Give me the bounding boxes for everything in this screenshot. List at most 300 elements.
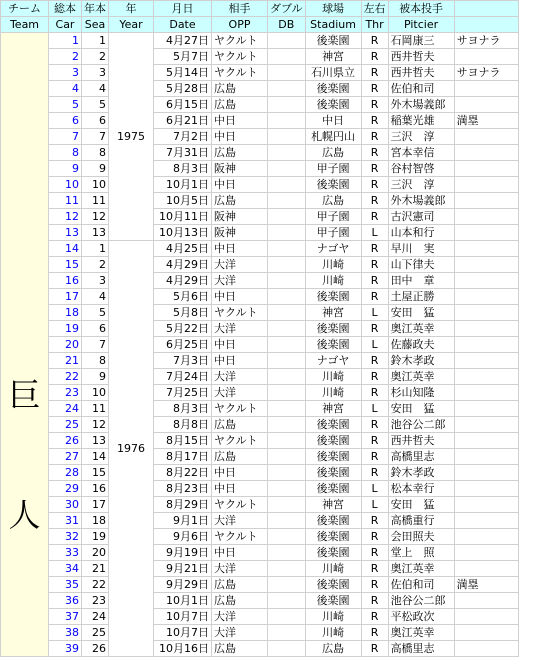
season-number-cell[interactable]: 2 (82, 257, 109, 273)
season-number-cell[interactable]: 9 (82, 369, 109, 385)
pitcher-cell[interactable]: 石岡康三 (388, 33, 454, 49)
doubleheader-cell[interactable] (268, 449, 306, 465)
note-cell[interactable] (454, 129, 518, 145)
throws-cell[interactable]: R (361, 97, 388, 113)
pitcher-cell[interactable]: 平松政次 (388, 609, 454, 625)
career-number-cell[interactable]: 26 (49, 433, 82, 449)
pitcher-cell[interactable]: 安田 猛 (388, 401, 454, 417)
note-cell[interactable] (454, 481, 518, 497)
career-number-cell[interactable]: 14 (49, 241, 82, 257)
opponent-cell[interactable]: 広島 (212, 81, 268, 97)
throws-cell[interactable]: R (361, 513, 388, 529)
date-cell[interactable]: 8月8日 (154, 417, 212, 433)
stadium-cell[interactable]: 後楽園 (305, 481, 361, 497)
throws-cell[interactable]: L (361, 481, 388, 497)
stadium-cell[interactable]: 後楽園 (305, 449, 361, 465)
opponent-cell[interactable]: 阪神 (212, 161, 268, 177)
season-number-cell[interactable]: 1 (82, 241, 109, 257)
career-number-cell[interactable]: 8 (49, 145, 82, 161)
date-cell[interactable]: 10月13日 (154, 225, 212, 241)
pitcher-cell[interactable]: 鈴木孝政 (388, 353, 454, 369)
opponent-cell[interactable]: 大洋 (212, 625, 268, 641)
throws-cell[interactable]: R (361, 49, 388, 65)
stadium-cell[interactable]: 神宮 (305, 305, 361, 321)
date-cell[interactable]: 4月29日 (154, 273, 212, 289)
stadium-cell[interactable]: 後楽園 (305, 465, 361, 481)
season-number-cell[interactable]: 4 (82, 289, 109, 305)
stadium-cell[interactable]: 後楽園 (305, 289, 361, 305)
pitcher-cell[interactable]: 早川 実 (388, 241, 454, 257)
header-cell[interactable]: Team (1, 17, 49, 33)
career-number-cell[interactable]: 29 (49, 481, 82, 497)
date-cell[interactable]: 10月7日 (154, 625, 212, 641)
career-number-cell[interactable]: 34 (49, 561, 82, 577)
season-number-cell[interactable]: 8 (82, 353, 109, 369)
date-cell[interactable]: 10月16日 (154, 641, 212, 657)
season-number-cell[interactable]: 8 (82, 145, 109, 161)
career-number-cell[interactable]: 5 (49, 97, 82, 113)
season-number-cell[interactable]: 13 (82, 433, 109, 449)
stadium-cell[interactable]: 後楽園 (305, 33, 361, 49)
throws-cell[interactable]: L (361, 337, 388, 353)
opponent-cell[interactable]: 大洋 (212, 321, 268, 337)
throws-cell[interactable]: R (361, 353, 388, 369)
note-cell[interactable] (454, 497, 518, 513)
throws-cell[interactable]: R (361, 593, 388, 609)
note-cell[interactable] (454, 545, 518, 561)
pitcher-cell[interactable]: 高橋里志 (388, 641, 454, 657)
throws-cell[interactable]: R (361, 81, 388, 97)
career-number-cell[interactable]: 16 (49, 273, 82, 289)
season-number-cell[interactable]: 15 (82, 465, 109, 481)
pitcher-cell[interactable]: 安田 猛 (388, 497, 454, 513)
opponent-cell[interactable]: 阪神 (212, 225, 268, 241)
pitcher-cell[interactable]: 山下律夫 (388, 257, 454, 273)
pitcher-cell[interactable]: 池谷公二郎 (388, 593, 454, 609)
opponent-cell[interactable]: 大洋 (212, 273, 268, 289)
career-number-cell[interactable]: 10 (49, 177, 82, 193)
stadium-cell[interactable]: 川崎 (305, 609, 361, 625)
career-number-cell[interactable]: 31 (49, 513, 82, 529)
season-number-cell[interactable]: 6 (82, 113, 109, 129)
stadium-cell[interactable]: 後楽園 (305, 417, 361, 433)
opponent-cell[interactable]: 中日 (212, 289, 268, 305)
throws-cell[interactable]: R (361, 433, 388, 449)
opponent-cell[interactable]: ヤクルト (212, 497, 268, 513)
season-number-cell[interactable]: 7 (82, 337, 109, 353)
pitcher-cell[interactable]: 奥江英幸 (388, 561, 454, 577)
header-cell[interactable]: 被本投手 (388, 1, 454, 17)
date-cell[interactable]: 5月8日 (154, 305, 212, 321)
date-cell[interactable]: 7月31日 (154, 145, 212, 161)
season-number-cell[interactable]: 22 (82, 577, 109, 593)
date-cell[interactable]: 4月27日 (154, 33, 212, 49)
pitcher-cell[interactable]: 奥江英幸 (388, 369, 454, 385)
throws-cell[interactable]: R (361, 161, 388, 177)
note-cell[interactable]: 満塁 (454, 577, 518, 593)
date-cell[interactable]: 5月28日 (154, 81, 212, 97)
year-cell[interactable]: 1975 (109, 33, 154, 241)
pitcher-cell[interactable]: 高橋里志 (388, 449, 454, 465)
note-cell[interactable] (454, 321, 518, 337)
doubleheader-cell[interactable] (268, 273, 306, 289)
season-number-cell[interactable]: 7 (82, 129, 109, 145)
year-cell[interactable]: 1976 (109, 241, 154, 657)
date-cell[interactable]: 8月3日 (154, 161, 212, 177)
throws-cell[interactable]: L (361, 401, 388, 417)
pitcher-cell[interactable]: 山本和行 (388, 225, 454, 241)
pitcher-cell[interactable]: 佐伯和司 (388, 81, 454, 97)
stadium-cell[interactable]: 川崎 (305, 369, 361, 385)
opponent-cell[interactable]: ヤクルト (212, 433, 268, 449)
season-number-cell[interactable]: 19 (82, 529, 109, 545)
stadium-cell[interactable]: 広島 (305, 193, 361, 209)
stadium-cell[interactable]: 川崎 (305, 257, 361, 273)
doubleheader-cell[interactable] (268, 641, 306, 657)
doubleheader-cell[interactable] (268, 209, 306, 225)
team-name-cell[interactable] (1, 33, 49, 657)
date-cell[interactable]: 8月29日 (154, 497, 212, 513)
season-number-cell[interactable]: 3 (82, 273, 109, 289)
throws-cell[interactable]: R (361, 385, 388, 401)
pitcher-cell[interactable]: 西井哲夫 (388, 65, 454, 81)
season-number-cell[interactable]: 10 (82, 177, 109, 193)
opponent-cell[interactable]: ヤクルト (212, 49, 268, 65)
opponent-cell[interactable]: 中日 (212, 481, 268, 497)
season-number-cell[interactable]: 20 (82, 545, 109, 561)
doubleheader-cell[interactable] (268, 513, 306, 529)
note-cell[interactable] (454, 641, 518, 657)
career-number-cell[interactable]: 20 (49, 337, 82, 353)
date-cell[interactable]: 8月17日 (154, 449, 212, 465)
throws-cell[interactable]: R (361, 241, 388, 257)
doubleheader-cell[interactable] (268, 65, 306, 81)
date-cell[interactable]: 6月15日 (154, 97, 212, 113)
doubleheader-cell[interactable] (268, 353, 306, 369)
note-cell[interactable] (454, 465, 518, 481)
doubleheader-cell[interactable] (268, 385, 306, 401)
pitcher-cell[interactable]: 外木場義郎 (388, 193, 454, 209)
season-number-cell[interactable]: 18 (82, 513, 109, 529)
header-cell[interactable]: チーム (1, 1, 49, 17)
stadium-cell[interactable]: 広島 (305, 641, 361, 657)
throws-cell[interactable]: R (361, 33, 388, 49)
doubleheader-cell[interactable] (268, 241, 306, 257)
throws-cell[interactable]: R (361, 193, 388, 209)
career-number-cell[interactable]: 3 (49, 65, 82, 81)
season-number-cell[interactable]: 26 (82, 641, 109, 657)
season-number-cell[interactable]: 21 (82, 561, 109, 577)
date-cell[interactable]: 10月11日 (154, 209, 212, 225)
career-number-cell[interactable]: 17 (49, 289, 82, 305)
opponent-cell[interactable]: 広島 (212, 193, 268, 209)
opponent-cell[interactable]: 広島 (212, 449, 268, 465)
throws-cell[interactable]: R (361, 113, 388, 129)
note-cell[interactable] (454, 385, 518, 401)
pitcher-cell[interactable]: 西井哲夫 (388, 433, 454, 449)
career-number-cell[interactable]: 25 (49, 417, 82, 433)
opponent-cell[interactable]: 大洋 (212, 257, 268, 273)
note-cell[interactable] (454, 609, 518, 625)
career-number-cell[interactable]: 12 (49, 209, 82, 225)
career-number-cell[interactable]: 33 (49, 545, 82, 561)
date-cell[interactable]: 5月7日 (154, 49, 212, 65)
doubleheader-cell[interactable] (268, 305, 306, 321)
header-cell[interactable]: 球場 (305, 1, 361, 17)
throws-cell[interactable]: R (361, 465, 388, 481)
stadium-cell[interactable]: 後楽園 (305, 337, 361, 353)
stadium-cell[interactable]: 後楽園 (305, 577, 361, 593)
header-cell[interactable]: 総本 (49, 1, 82, 17)
stadium-cell[interactable]: 後楽園 (305, 177, 361, 193)
pitcher-cell[interactable]: 鈴木孝政 (388, 465, 454, 481)
stadium-cell[interactable]: 石川県立 (305, 65, 361, 81)
season-number-cell[interactable]: 11 (82, 401, 109, 417)
season-number-cell[interactable]: 9 (82, 161, 109, 177)
opponent-cell[interactable]: 中日 (212, 337, 268, 353)
header-cell[interactable]: 年 (109, 1, 154, 17)
doubleheader-cell[interactable] (268, 529, 306, 545)
note-cell[interactable] (454, 513, 518, 529)
season-number-cell[interactable]: 25 (82, 625, 109, 641)
header-cell[interactable]: 月日 (154, 1, 212, 17)
stadium-cell[interactable]: 甲子園 (305, 209, 361, 225)
header-cell[interactable] (454, 1, 518, 17)
doubleheader-cell[interactable] (268, 177, 306, 193)
opponent-cell[interactable]: ヤクルト (212, 401, 268, 417)
pitcher-cell[interactable]: 佐伯和司 (388, 577, 454, 593)
doubleheader-cell[interactable] (268, 81, 306, 97)
season-number-cell[interactable]: 5 (82, 97, 109, 113)
date-cell[interactable]: 5月14日 (154, 65, 212, 81)
pitcher-cell[interactable]: 西井哲夫 (388, 49, 454, 65)
career-number-cell[interactable]: 1 (49, 33, 82, 49)
note-cell[interactable] (454, 625, 518, 641)
opponent-cell[interactable]: 中日 (212, 129, 268, 145)
date-cell[interactable]: 9月21日 (154, 561, 212, 577)
season-number-cell[interactable]: 1 (82, 33, 109, 49)
stadium-cell[interactable]: 後楽園 (305, 513, 361, 529)
header-cell[interactable]: Date (154, 17, 212, 33)
throws-cell[interactable]: R (361, 561, 388, 577)
doubleheader-cell[interactable] (268, 225, 306, 241)
throws-cell[interactable]: L (361, 225, 388, 241)
stadium-cell[interactable]: 後楽園 (305, 321, 361, 337)
header-cell[interactable]: ダブル (268, 1, 306, 17)
note-cell[interactable] (454, 49, 518, 65)
stadium-cell[interactable]: 甲子園 (305, 161, 361, 177)
career-number-cell[interactable]: 9 (49, 161, 82, 177)
date-cell[interactable]: 9月1日 (154, 513, 212, 529)
doubleheader-cell[interactable] (268, 369, 306, 385)
pitcher-cell[interactable]: 奥江英幸 (388, 321, 454, 337)
pitcher-cell[interactable]: 池谷公二郎 (388, 417, 454, 433)
career-number-cell[interactable]: 30 (49, 497, 82, 513)
date-cell[interactable]: 6月21日 (154, 113, 212, 129)
pitcher-cell[interactable]: 宮本幸信 (388, 145, 454, 161)
stadium-cell[interactable]: ナゴヤ (305, 241, 361, 257)
doubleheader-cell[interactable] (268, 129, 306, 145)
pitcher-cell[interactable]: 谷村智啓 (388, 161, 454, 177)
throws-cell[interactable]: R (361, 529, 388, 545)
throws-cell[interactable]: R (361, 417, 388, 433)
pitcher-cell[interactable]: 安田 猛 (388, 305, 454, 321)
throws-cell[interactable]: R (361, 289, 388, 305)
note-cell[interactable] (454, 417, 518, 433)
header-cell[interactable]: Car (49, 17, 82, 33)
note-cell[interactable]: サヨナラ (454, 65, 518, 81)
header-cell[interactable]: 左右 (361, 1, 388, 17)
throws-cell[interactable]: L (361, 497, 388, 513)
pitcher-cell[interactable]: 三沢 淳 (388, 177, 454, 193)
header-cell[interactable]: Year (109, 17, 154, 33)
career-number-cell[interactable]: 19 (49, 321, 82, 337)
date-cell[interactable]: 10月1日 (154, 177, 212, 193)
career-number-cell[interactable]: 24 (49, 401, 82, 417)
doubleheader-cell[interactable] (268, 49, 306, 65)
season-number-cell[interactable]: 24 (82, 609, 109, 625)
opponent-cell[interactable]: 広島 (212, 577, 268, 593)
note-cell[interactable] (454, 97, 518, 113)
stadium-cell[interactable]: 川崎 (305, 273, 361, 289)
season-number-cell[interactable]: 23 (82, 593, 109, 609)
stadium-cell[interactable]: 川崎 (305, 561, 361, 577)
note-cell[interactable] (454, 449, 518, 465)
career-number-cell[interactable]: 15 (49, 257, 82, 273)
season-number-cell[interactable]: 5 (82, 305, 109, 321)
throws-cell[interactable]: R (361, 65, 388, 81)
note-cell[interactable] (454, 257, 518, 273)
doubleheader-cell[interactable] (268, 97, 306, 113)
note-cell[interactable] (454, 289, 518, 305)
stadium-cell[interactable]: 後楽園 (305, 81, 361, 97)
note-cell[interactable] (454, 177, 518, 193)
doubleheader-cell[interactable] (268, 433, 306, 449)
date-cell[interactable]: 8月3日 (154, 401, 212, 417)
stadium-cell[interactable]: 後楽園 (305, 433, 361, 449)
career-number-cell[interactable]: 23 (49, 385, 82, 401)
pitcher-cell[interactable]: 堂上 照 (388, 545, 454, 561)
date-cell[interactable]: 10月7日 (154, 609, 212, 625)
career-number-cell[interactable]: 28 (49, 465, 82, 481)
throws-cell[interactable]: R (361, 257, 388, 273)
doubleheader-cell[interactable] (268, 161, 306, 177)
stadium-cell[interactable]: 川崎 (305, 385, 361, 401)
date-cell[interactable]: 5月22日 (154, 321, 212, 337)
note-cell[interactable] (454, 433, 518, 449)
career-number-cell[interactable]: 4 (49, 81, 82, 97)
doubleheader-cell[interactable] (268, 257, 306, 273)
doubleheader-cell[interactable] (268, 577, 306, 593)
season-number-cell[interactable]: 12 (82, 417, 109, 433)
season-number-cell[interactable]: 10 (82, 385, 109, 401)
header-cell[interactable]: Pitcier (388, 17, 454, 33)
stadium-cell[interactable]: 札幌円山 (305, 129, 361, 145)
career-number-cell[interactable]: 11 (49, 193, 82, 209)
opponent-cell[interactable]: ヤクルト (212, 33, 268, 49)
note-cell[interactable]: サヨナラ (454, 33, 518, 49)
note-cell[interactable] (454, 161, 518, 177)
header-cell[interactable]: Stadium (305, 17, 361, 33)
date-cell[interactable]: 8月23日 (154, 481, 212, 497)
header-cell[interactable]: DB (268, 17, 306, 33)
season-number-cell[interactable]: 4 (82, 81, 109, 97)
opponent-cell[interactable]: 中日 (212, 545, 268, 561)
stadium-cell[interactable]: 甲子園 (305, 225, 361, 241)
note-cell[interactable] (454, 81, 518, 97)
opponent-cell[interactable]: ヤクルト (212, 65, 268, 81)
doubleheader-cell[interactable] (268, 193, 306, 209)
note-cell[interactable] (454, 337, 518, 353)
season-number-cell[interactable]: 2 (82, 49, 109, 65)
throws-cell[interactable]: R (361, 625, 388, 641)
note-cell[interactable] (454, 273, 518, 289)
pitcher-cell[interactable]: 稲葉光雄 (388, 113, 454, 129)
doubleheader-cell[interactable] (268, 33, 306, 49)
doubleheader-cell[interactable] (268, 289, 306, 305)
throws-cell[interactable]: R (361, 449, 388, 465)
note-cell[interactable] (454, 593, 518, 609)
date-cell[interactable]: 8月22日 (154, 465, 212, 481)
career-number-cell[interactable]: 38 (49, 625, 82, 641)
doubleheader-cell[interactable] (268, 113, 306, 129)
throws-cell[interactable]: R (361, 545, 388, 561)
note-cell[interactable] (454, 145, 518, 161)
opponent-cell[interactable]: 中日 (212, 353, 268, 369)
throws-cell[interactable]: R (361, 209, 388, 225)
stadium-cell[interactable]: 広島 (305, 145, 361, 161)
opponent-cell[interactable]: ヤクルト (212, 529, 268, 545)
note-cell[interactable] (454, 529, 518, 545)
season-number-cell[interactable]: 16 (82, 481, 109, 497)
pitcher-cell[interactable]: 佐藤政夫 (388, 337, 454, 353)
career-number-cell[interactable]: 39 (49, 641, 82, 657)
throws-cell[interactable]: R (361, 609, 388, 625)
note-cell[interactable] (454, 305, 518, 321)
opponent-cell[interactable]: 中日 (212, 177, 268, 193)
note-cell[interactable] (454, 225, 518, 241)
note-cell[interactable] (454, 561, 518, 577)
throws-cell[interactable]: R (361, 577, 388, 593)
date-cell[interactable]: 7月25日 (154, 385, 212, 401)
stadium-cell[interactable]: 神宮 (305, 49, 361, 65)
season-number-cell[interactable]: 3 (82, 65, 109, 81)
note-cell[interactable] (454, 353, 518, 369)
career-number-cell[interactable]: 32 (49, 529, 82, 545)
career-number-cell[interactable]: 27 (49, 449, 82, 465)
career-number-cell[interactable]: 13 (49, 225, 82, 241)
opponent-cell[interactable]: ヤクルト (212, 305, 268, 321)
throws-cell[interactable]: R (361, 641, 388, 657)
doubleheader-cell[interactable] (268, 625, 306, 641)
doubleheader-cell[interactable] (268, 497, 306, 513)
throws-cell[interactable]: R (361, 177, 388, 193)
season-number-cell[interactable]: 14 (82, 449, 109, 465)
doubleheader-cell[interactable] (268, 545, 306, 561)
pitcher-cell[interactable]: 松本幸行 (388, 481, 454, 497)
date-cell[interactable]: 7月3日 (154, 353, 212, 369)
doubleheader-cell[interactable] (268, 145, 306, 161)
opponent-cell[interactable]: 中日 (212, 113, 268, 129)
doubleheader-cell[interactable] (268, 321, 306, 337)
opponent-cell[interactable]: 阪神 (212, 209, 268, 225)
season-number-cell[interactable]: 11 (82, 193, 109, 209)
header-cell[interactable]: 相手 (212, 1, 268, 17)
note-cell[interactable] (454, 193, 518, 209)
stadium-cell[interactable]: 後楽園 (305, 97, 361, 113)
career-number-cell[interactable]: 6 (49, 113, 82, 129)
note-cell[interactable] (454, 369, 518, 385)
